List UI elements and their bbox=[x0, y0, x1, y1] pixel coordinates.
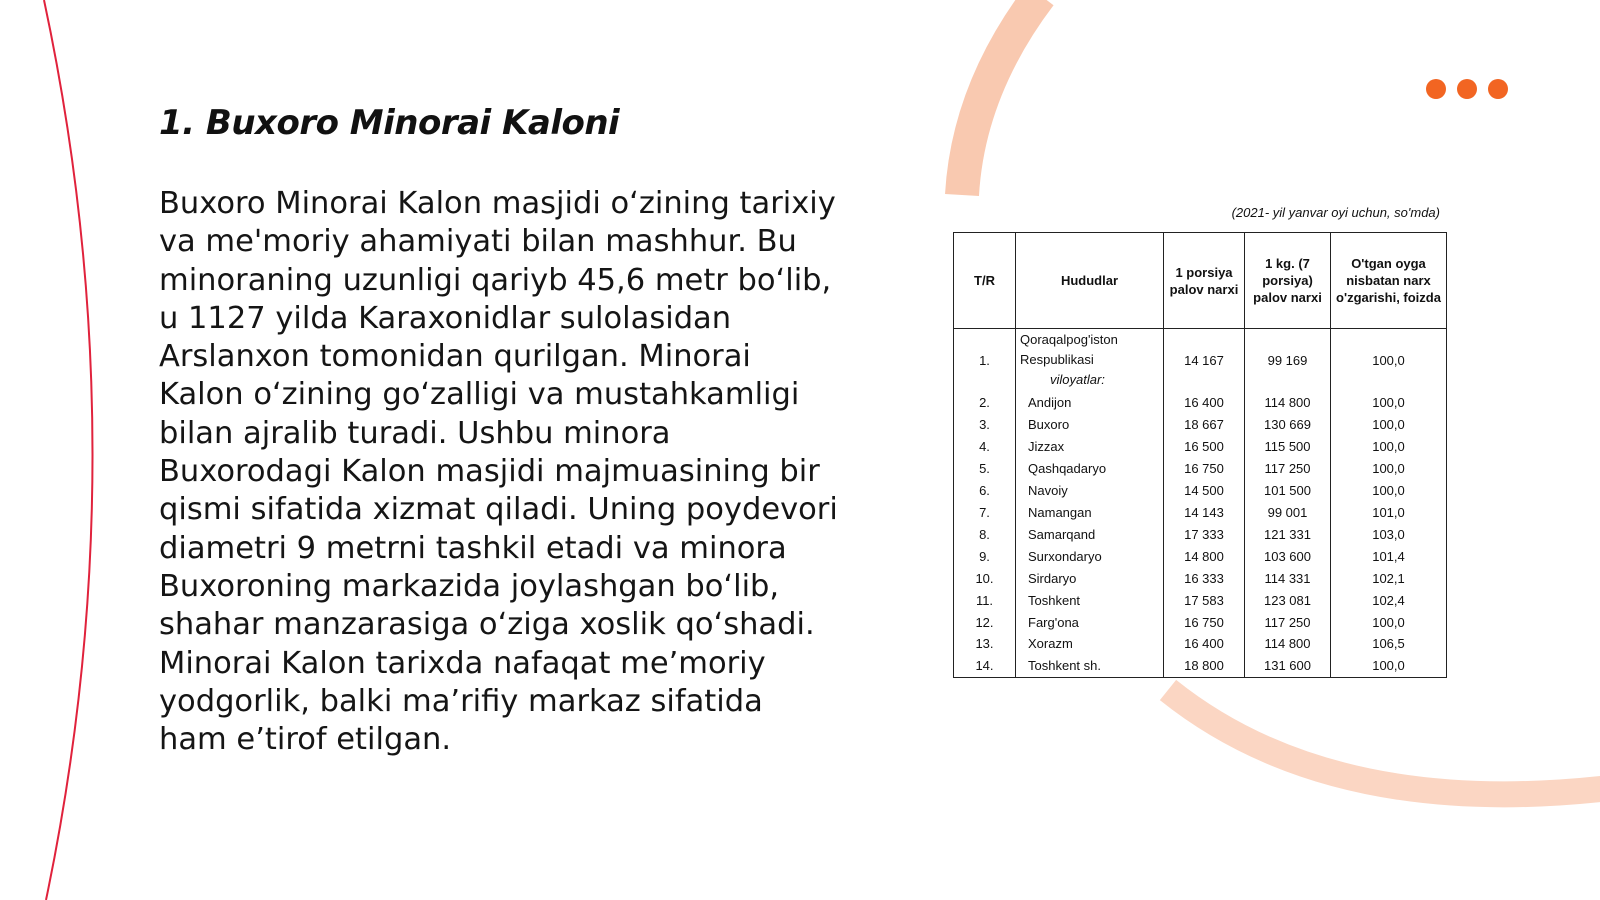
portion-price: 16 500 bbox=[1164, 436, 1245, 458]
portion-price: 14 167 bbox=[1164, 329, 1245, 392]
portion-price: 16 750 bbox=[1164, 458, 1245, 480]
region-name: Xorazm bbox=[1016, 633, 1164, 655]
table-row bbox=[954, 633, 1447, 655]
portion-price: 16 333 bbox=[1164, 567, 1245, 589]
price-change: 100,0 bbox=[1331, 329, 1447, 392]
region-name: Jizzax bbox=[1016, 436, 1164, 458]
portion-price: 17 583 bbox=[1164, 589, 1245, 611]
kg-price: 115 500 bbox=[1245, 436, 1331, 458]
row-number: 12. bbox=[954, 611, 1016, 633]
row-number: 13. bbox=[954, 633, 1016, 655]
price-change: 102,1 bbox=[1331, 567, 1447, 589]
kg-price: 114 800 bbox=[1245, 633, 1331, 655]
region-name: Andijon bbox=[1016, 392, 1164, 414]
region-name: Surxondaryo bbox=[1016, 545, 1164, 567]
portion-price: 14 500 bbox=[1164, 479, 1245, 501]
table-row bbox=[954, 545, 1447, 567]
region-name: Toshkent sh. bbox=[1016, 655, 1164, 678]
header-price-change: O'tgan oyga nisbatan narx o'zgarishi, foizda bbox=[1331, 233, 1447, 329]
region-name: Sirdaryo bbox=[1016, 567, 1164, 589]
table-row bbox=[954, 655, 1447, 678]
row-number: 8. bbox=[954, 523, 1016, 545]
region-name: Navoiy bbox=[1016, 479, 1164, 501]
row-number: 6. bbox=[954, 479, 1016, 501]
row-number: 11. bbox=[954, 589, 1016, 611]
bottom-orange-arc bbox=[1168, 690, 1600, 794]
price-change: 100,0 bbox=[1331, 611, 1447, 633]
regions-subheading: viloyatlar: bbox=[1050, 372, 1105, 388]
row-number: 4. bbox=[954, 436, 1016, 458]
table-caption: (2021- yil yanvar oyi uchun, so'mda) bbox=[1231, 205, 1440, 220]
region-name: Buxoro bbox=[1016, 414, 1164, 436]
region-name: Samarqand bbox=[1016, 523, 1164, 545]
table-row bbox=[954, 501, 1447, 523]
kg-price: 99 001 bbox=[1245, 501, 1331, 523]
kg-price: 114 800 bbox=[1245, 392, 1331, 414]
row-number: 1. bbox=[954, 329, 1016, 392]
kg-price: 121 331 bbox=[1245, 523, 1331, 545]
header-portion-price: 1 porsiya palov narxi bbox=[1164, 233, 1245, 329]
region-name-line2: Respublikasi bbox=[1020, 352, 1094, 368]
row-number: 9. bbox=[954, 545, 1016, 567]
table-row bbox=[954, 611, 1447, 633]
row-number: 7. bbox=[954, 501, 1016, 523]
region-name: Namangan bbox=[1016, 501, 1164, 523]
menu-dots bbox=[1426, 79, 1508, 99]
table-header-row bbox=[954, 233, 1447, 329]
row-number: 10. bbox=[954, 567, 1016, 589]
orange-dot-icon bbox=[1457, 79, 1477, 99]
region-name: Farg'ona bbox=[1016, 611, 1164, 633]
table-row bbox=[954, 589, 1447, 611]
price-change: 101,0 bbox=[1331, 501, 1447, 523]
row-number: 2. bbox=[954, 392, 1016, 414]
table-row bbox=[954, 479, 1447, 501]
left-red-curve bbox=[44, 0, 93, 900]
slide-title: 1. Buxoro Minorai Kaloni bbox=[159, 103, 620, 143]
orange-dot-icon bbox=[1426, 79, 1446, 99]
region-name bbox=[1016, 329, 1164, 392]
table-row bbox=[954, 567, 1447, 589]
row-number: 14. bbox=[954, 655, 1016, 678]
price-change: 100,0 bbox=[1331, 458, 1447, 480]
region-name: Qashqadaryo bbox=[1016, 458, 1164, 480]
table-row bbox=[954, 392, 1447, 414]
kg-price: 123 081 bbox=[1245, 589, 1331, 611]
kg-price: 101 500 bbox=[1245, 479, 1331, 501]
header-kg-price: 1 kg. (7 porsiya) palov narxi bbox=[1245, 233, 1331, 329]
kg-price: 117 250 bbox=[1245, 611, 1331, 633]
kg-price: 130 669 bbox=[1245, 414, 1331, 436]
price-change: 101,4 bbox=[1331, 545, 1447, 567]
kg-price: 114 331 bbox=[1245, 567, 1331, 589]
portion-price: 18 800 bbox=[1164, 655, 1245, 678]
portion-price: 16 400 bbox=[1164, 633, 1245, 655]
orange-dot-icon bbox=[1488, 79, 1508, 99]
top-orange-arc bbox=[962, 0, 1040, 195]
price-change: 100,0 bbox=[1331, 392, 1447, 414]
table-row bbox=[954, 436, 1447, 458]
portion-price: 18 667 bbox=[1164, 414, 1245, 436]
region-name-line1: Qoraqalpog'iston bbox=[1020, 332, 1118, 348]
portion-price: 16 750 bbox=[1164, 611, 1245, 633]
header-regions: Hududlar bbox=[1016, 233, 1164, 329]
table-row bbox=[954, 523, 1447, 545]
portion-price: 17 333 bbox=[1164, 523, 1245, 545]
price-change: 103,0 bbox=[1331, 523, 1447, 545]
row-number: 5. bbox=[954, 458, 1016, 480]
palov-price-table bbox=[953, 232, 1447, 678]
kg-price: 103 600 bbox=[1245, 545, 1331, 567]
price-change: 102,4 bbox=[1331, 589, 1447, 611]
kg-price: 99 169 bbox=[1245, 329, 1331, 392]
price-change: 100,0 bbox=[1331, 414, 1447, 436]
table-row bbox=[954, 458, 1447, 480]
header-tr: T/R bbox=[954, 233, 1016, 329]
portion-price: 16 400 bbox=[1164, 392, 1245, 414]
price-change: 100,0 bbox=[1331, 479, 1447, 501]
price-change: 100,0 bbox=[1331, 436, 1447, 458]
price-change: 106,5 bbox=[1331, 633, 1447, 655]
table-row bbox=[954, 329, 1447, 392]
price-change: 100,0 bbox=[1331, 655, 1447, 678]
slide-body-text: Buxoro Minorai Kalon masjidi o‘zining tarixiy va me'moriy ahamiyati bilan mashhur. Bu minoraning uzunligi qariyb 45,6 metr bo‘lib, u 1127 yilda Karaxonidlar sulolasidan Arslanxon tomonidan qurilgan. Minorai Kalon o‘zining go‘zalligi va mustahkamligi bilan ajralib turadi. Ushbu minora Buxorodagi Kalon masjidi majmuasining bir qismi sifatida xizmat qiladi. Uning poydevori diametri 9 metrni tashkil etadi va minora Buxoroning markazida joylashgan bo‘lib, shahar manzarasiga o‘ziga xoslik qo‘shadi. Minorai Kalon tarixda nafaqat me’moriy yodgorlik, balki ma’rifiy markaz sifatida ham e’tirof etilgan. bbox=[159, 186, 838, 758]
region-name: Toshkent bbox=[1016, 589, 1164, 611]
kg-price: 131 600 bbox=[1245, 655, 1331, 678]
row-number: 3. bbox=[954, 414, 1016, 436]
portion-price: 14 143 bbox=[1164, 501, 1245, 523]
portion-price: 14 800 bbox=[1164, 545, 1245, 567]
table-row bbox=[954, 414, 1447, 436]
kg-price: 117 250 bbox=[1245, 458, 1331, 480]
